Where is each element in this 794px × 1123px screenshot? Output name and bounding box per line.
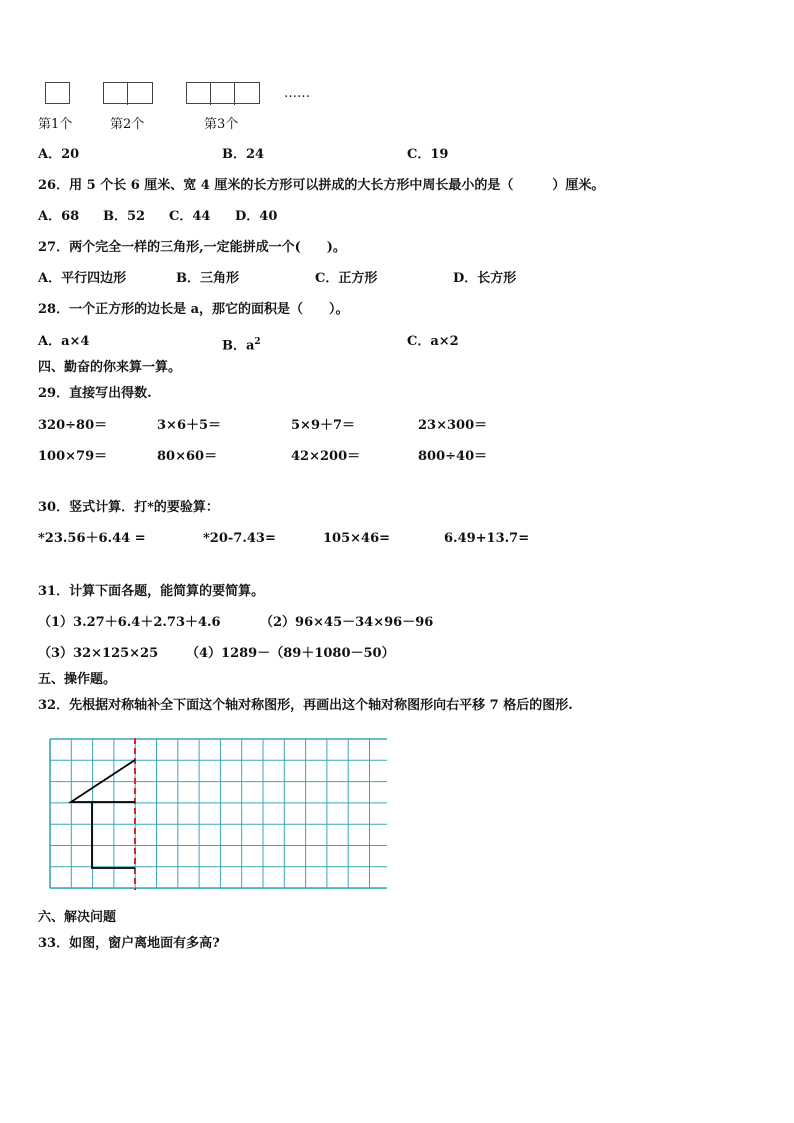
q31-item: （2）96×45－34×96－96: [260, 615, 434, 630]
figure-3-squares: [186, 82, 260, 104]
q29-item: 100×79＝: [38, 449, 108, 464]
q28-text: 28．一个正方形的边长是 a，那它的面积是（ ）。: [38, 302, 349, 317]
figure-label-2: 第2个: [110, 117, 145, 132]
half-figure-shape: [71, 760, 135, 802]
q25-option-b: B．24: [222, 147, 265, 162]
q25-option-c: C．19: [407, 147, 449, 162]
q26-option-a: A．68: [38, 209, 80, 224]
q27-option-a: A．平行四边形: [38, 271, 127, 286]
q29-item: 80×60＝: [157, 449, 218, 464]
square-cell: [211, 83, 235, 105]
section-4-heading: 四、勤奋的你来算一算。: [38, 360, 182, 375]
q31-item: （3）32×125×25: [38, 646, 159, 661]
exponent: 2: [254, 337, 261, 347]
q31-item: （4）1289－（89＋1080－50）: [186, 646, 395, 661]
q29-item: 23×300＝: [418, 418, 488, 433]
square-cell: [187, 83, 211, 105]
square-cell: [104, 83, 128, 105]
q33-text: 33．如图，窗户离地面有多高?: [38, 936, 220, 951]
grid-lines: [50, 739, 387, 888]
q29-item: 320÷80＝: [38, 418, 108, 433]
q29-item: 3×6＋5＝: [157, 418, 222, 433]
figure-label-1: 第1个: [38, 117, 73, 132]
q25-option-a: A．20: [38, 147, 80, 162]
q28-option-a: A．a×4: [38, 334, 90, 349]
q32-text: 32．先根据对称轴补全下面这个轴对称图形，再画出这个轴对称图形向右平移 7 格后的图形.: [38, 698, 573, 713]
q31-item: （1）3.27＋6.4＋2.73＋4.6: [38, 615, 221, 630]
q26-option-c: C．44: [169, 209, 211, 224]
q29-text: 29．直接写出得数.: [38, 386, 152, 401]
q30-item: *23.56＋6.44 =: [38, 531, 146, 546]
q26-option-d: D．40: [235, 209, 278, 224]
q28-option-b: B．$a^2$: [222, 337, 261, 354]
figure-1-squares: [45, 82, 70, 104]
square-cell: [46, 83, 70, 105]
q31-text: 31．计算下面各题，能简算的要简算。: [38, 584, 265, 599]
section-6-heading: 六、解决问题: [38, 910, 117, 925]
figure-2-squares: [103, 82, 153, 104]
q28-option-c: C．a×2: [407, 334, 459, 349]
q29-item: 42×200＝: [291, 449, 361, 464]
q27-option-d: D．长方形: [453, 271, 517, 286]
figure-label-3: 第3个: [204, 117, 239, 132]
ellipsis: ……: [284, 86, 310, 101]
section-5-heading: 五、操作题。: [38, 672, 117, 687]
q30-text: 30．竖式计算．打*的要验算：: [38, 500, 219, 515]
square-cell: [128, 83, 152, 105]
q26-text: 26．用 5 个长 6 厘米、宽 4 厘米的长方形可以拼成的大长方形中周长最小的是（ ）厘米。: [38, 178, 605, 193]
q29-item: 5×9＋7＝: [291, 418, 356, 433]
q27-option-b: B．三角形: [176, 271, 239, 286]
q30-item: *20-7.43=: [203, 531, 276, 546]
q30-item: 105×46=: [323, 531, 391, 546]
square-cell: [235, 83, 259, 105]
q27-option-c: C．正方形: [315, 271, 378, 286]
symmetry-grid-figure: [49, 738, 387, 892]
q26-option-b: B．52: [103, 209, 146, 224]
q27-text: 27．两个完全一样的三角形,一定能拼成一个( )。: [38, 240, 346, 255]
q29-item: 800÷40＝: [418, 449, 488, 464]
q30-item: 6.49+13.7=: [444, 531, 530, 546]
